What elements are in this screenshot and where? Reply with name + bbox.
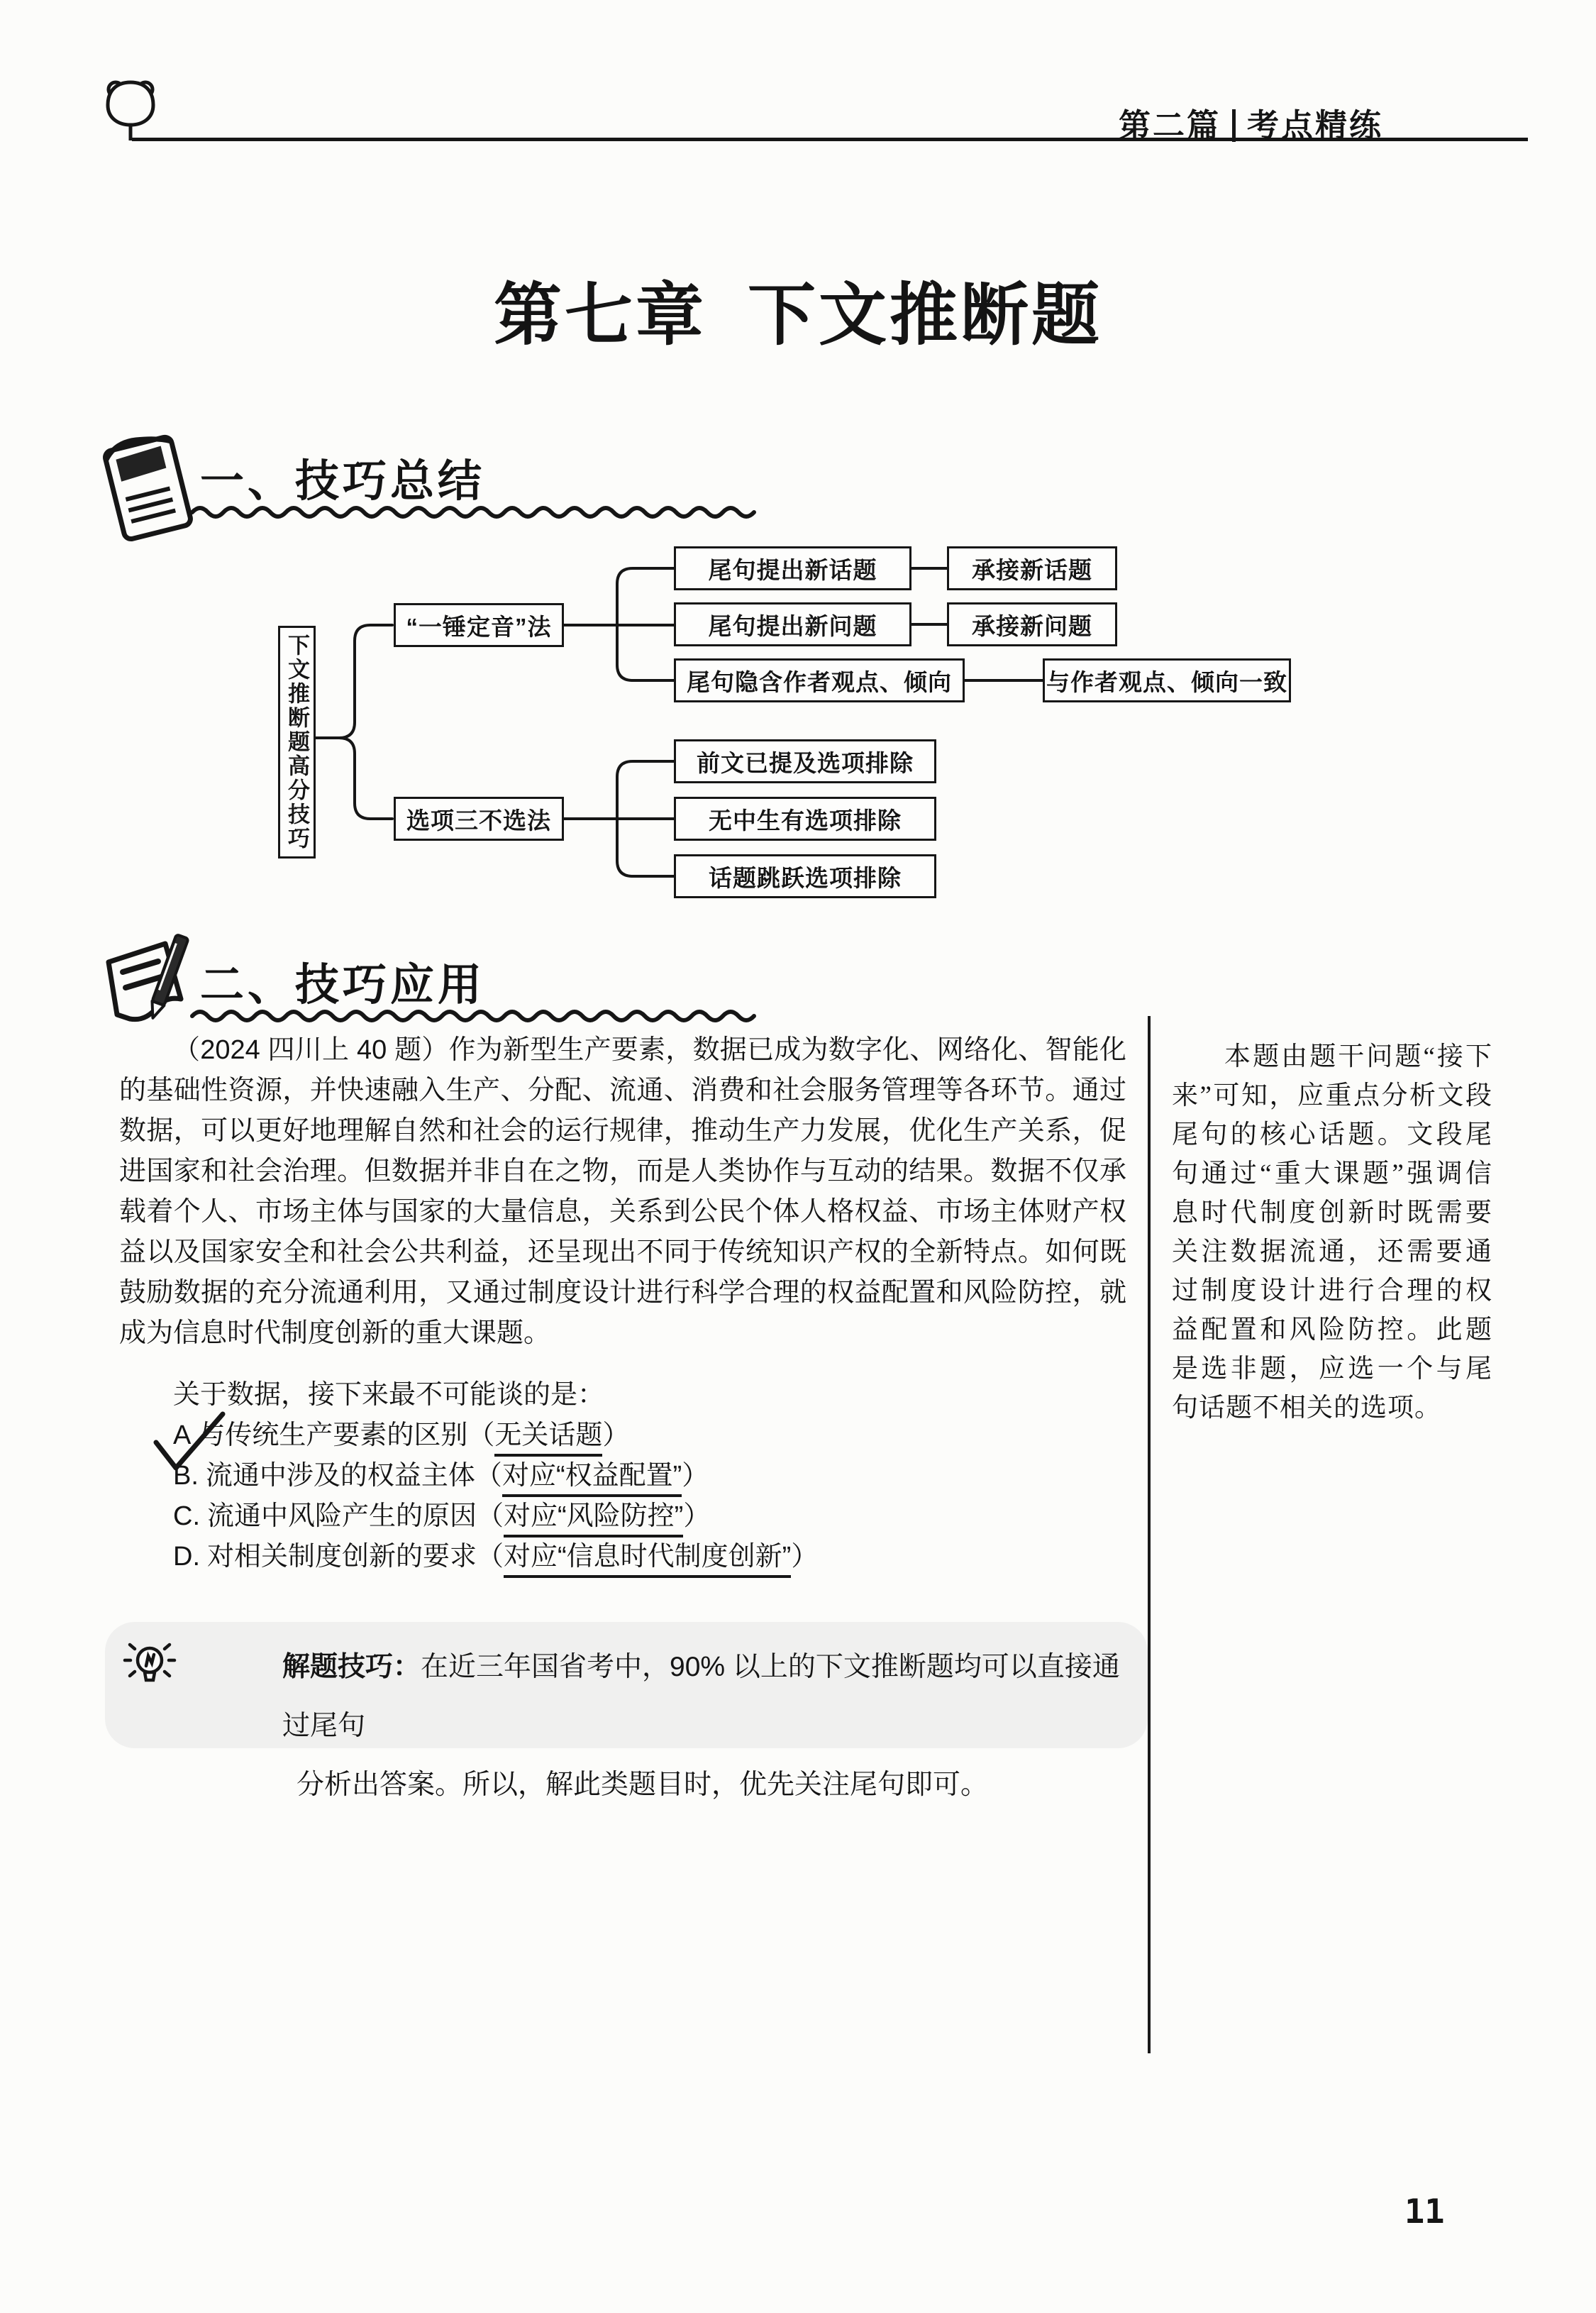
option-d[interactable]	[119, 1537, 1126, 1577]
paren: ）	[791, 1542, 819, 1572]
exercise-source: （2024 四川上 40 题）	[173, 1035, 449, 1065]
tip-box	[105, 1622, 1148, 1800]
page-number: 11	[1404, 2192, 1445, 2231]
option-text: 流通中风险产生的原因	[207, 1501, 477, 1531]
tip-text	[282, 1638, 1126, 1814]
option-c[interactable]	[119, 1496, 1126, 1537]
flow-result-box: 与作者观点、倾向一致	[1043, 658, 1291, 702]
paren: ）	[602, 1420, 630, 1450]
option-text: 流通中涉及的权益主体	[205, 1461, 475, 1491]
paren: （	[477, 1501, 504, 1531]
header-section-label: 考点精练	[1246, 107, 1383, 143]
option-note: 对应“风险防控”	[504, 1501, 683, 1538]
notebook-icon	[98, 423, 197, 554]
option-label: D.	[173, 1542, 200, 1572]
option-a[interactable]	[119, 1415, 1126, 1456]
question-text: 关于数据，接下来最不可能谈的是：	[173, 1380, 605, 1410]
chapter-number: 第七章	[494, 277, 706, 353]
sidebar-divider	[1148, 1016, 1151, 2053]
option-note: 对应“信息时代制度创新”	[504, 1542, 791, 1578]
header-part-label: 第二篇	[1118, 107, 1221, 143]
question-block	[119, 1375, 1126, 1577]
section2-wavy-underline	[190, 1005, 758, 1025]
chapter-title	[0, 261, 1596, 358]
chapter-name: 下文推断题	[748, 277, 1102, 353]
section1-wavy-underline	[190, 501, 758, 521]
lightbulb-icon	[125, 1639, 174, 1696]
option-label: C.	[173, 1501, 200, 1531]
option-b[interactable]	[119, 1456, 1126, 1496]
flow-result-box: 承接新问题	[947, 602, 1117, 646]
header-breadcrumb	[908, 99, 1383, 145]
tip-line2: 分析出答案。所以，解此类题目时，优先关注尾句即可。	[297, 1770, 989, 1800]
header-separator	[1232, 109, 1236, 142]
option-note: 对应“权益配置”	[502, 1461, 682, 1497]
option-text: 与传统生产要素的区别	[198, 1420, 468, 1450]
flow-item-box: 无中生有选项排除	[674, 797, 936, 841]
paren: （	[467, 1420, 495, 1450]
passage-text: 作为新型生产要素，数据已成为数字化、网络化、智能化的基础性资源，并快速融入生产、分配、流通、消费和社会服务管理等各环节。通过数据，可以更好地理解自然和社会的运行规律，推动生产力发展，优化生产关系，促进国家和社会治理。但数据并非自在之物，而是人类协作与互动的结果。数据不仅承载着个人、市场主体与国家的大量信息，关系到公民个体人格权益、市场主体财产权益以及国家安全和社会公共利益，还呈现出不同于传统知识产权的全新特点。如何既鼓励数据的充分流通利用，又通过制度设计进行科学合理的权益配置和风险防控，就成为信息时代制度创新的重大课题。	[119, 1035, 1126, 1348]
sidebar-annotation: 本题由题干问题“接下来”可知，应重点分析文段尾句的核心话题。文段尾句通过“重大课题”强调信息时代制度创新时既需要关注数据流通，还需要通过制度设计进行合理的权益配置和风险防控。此题是选非题，应选一个与尾句话题不相关的选项。	[1172, 1042, 1492, 1423]
option-text: 对相关制度创新的要求	[207, 1542, 477, 1572]
section1-title: 一、技巧总结	[200, 457, 486, 506]
section2-title: 二、技巧应用	[200, 961, 486, 1010]
paren: （	[477, 1542, 504, 1572]
option-label: A	[173, 1420, 192, 1450]
flow-item-box: 尾句提出新问题	[674, 602, 911, 646]
flow-branch2-box: 选项三不选法	[394, 797, 564, 841]
flow-item-box: 话题跳跃选项排除	[674, 854, 936, 898]
flow-item-box: 前文已提及选项排除	[674, 739, 936, 783]
option-note: 无关话题	[494, 1420, 602, 1457]
exercise-passage	[119, 1030, 1126, 1354]
flow-root-box: 下文推断题高分技巧	[278, 626, 316, 859]
tip-line1: 在近三年国省考中，90% 以上的下文推断题均可以直接通过尾句	[282, 1652, 1120, 1741]
flow-result-box: 承接新话题	[947, 546, 1117, 590]
paren: ）	[683, 1501, 711, 1531]
flow-item-box: 尾句隐含作者观点、倾向	[674, 658, 965, 702]
answer-check-icon	[149, 1410, 234, 1475]
option-label: B.	[173, 1461, 199, 1491]
flow-branch1-box: “一锤定音”法	[394, 603, 564, 647]
bookmark-bear-icon	[104, 78, 159, 147]
tip-label: 解题技巧：	[282, 1652, 421, 1682]
flow-item-box: 尾句提出新话题	[674, 546, 911, 590]
technique-flowchart	[270, 539, 1312, 912]
paren: ）	[682, 1461, 709, 1491]
paren: （	[475, 1461, 502, 1491]
